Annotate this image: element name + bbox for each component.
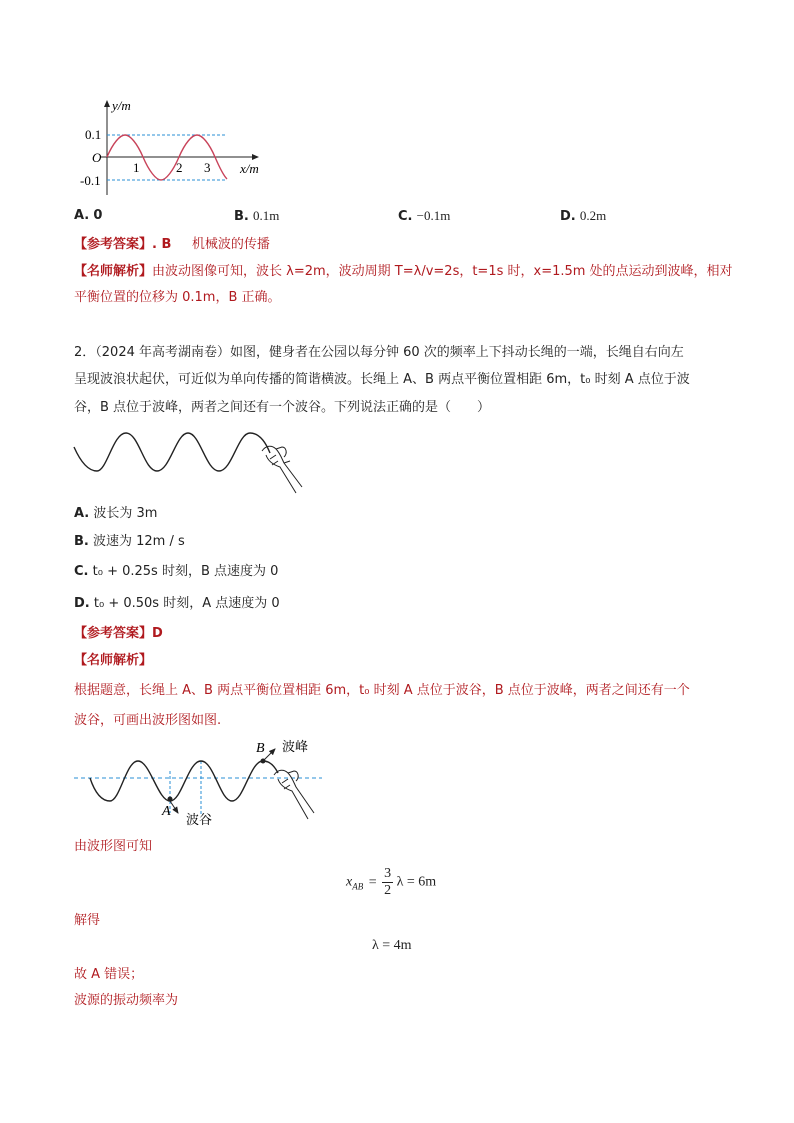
q2-analysis-line3: 由波形图可知 xyxy=(74,839,153,854)
q2-analysis-line5: 故 A 错误； xyxy=(74,967,144,982)
eq-denominator: 2 xyxy=(384,883,392,898)
eq-rhs: λ = 6m xyxy=(396,874,437,890)
option-key: D. xyxy=(74,596,90,611)
y-tick-bottom: -0.1 xyxy=(80,173,101,188)
waveform-figure xyxy=(70,735,330,830)
q2-stem-line3: 谷，B 点位于波峰，两者之间还有一个波谷。下列说法正确的是（ ） xyxy=(74,400,491,415)
y-tick-top: 0.1 xyxy=(85,127,102,142)
q1-analysis-line2: 平衡位置的位移为 0.1m，B 正确。 xyxy=(74,290,281,305)
option-key: A. xyxy=(74,208,90,223)
option-key: B. xyxy=(74,534,89,549)
answer-topic: 机械波的传播 xyxy=(191,237,270,252)
equation-xab: $x_{AB}$ = $\frac{3}{2}$ λ = 6m xyxy=(346,866,437,898)
option-key: C. xyxy=(398,209,413,224)
rope-wave-figure xyxy=(70,425,315,500)
option-value: 0.2m xyxy=(579,208,607,223)
eq-numerator: 3 xyxy=(384,866,392,881)
equation-lambda: λ = 4m xyxy=(372,938,412,953)
eq-subscript: AB xyxy=(352,881,364,892)
q2-option-b xyxy=(74,532,185,552)
q2-option-d xyxy=(74,594,280,614)
q2-option-c xyxy=(74,562,278,582)
q1-answer xyxy=(74,235,270,255)
option-key: A. xyxy=(74,506,90,521)
q2-analysis-line2: 波谷，可画出波形图如图. xyxy=(74,713,222,728)
option-value: 波速为 12m / s xyxy=(93,534,185,549)
x-tick-1: 1 xyxy=(133,160,140,175)
q2-option-a xyxy=(74,504,157,524)
q1-option-c xyxy=(398,206,450,227)
option-key: C. xyxy=(74,564,89,579)
q2-analysis-label: 【名师解析】 xyxy=(74,653,153,668)
label-peak: 波峰 xyxy=(282,740,309,755)
q2-analysis-line6: 波源的振动频率为 xyxy=(74,993,179,1008)
eq-fraction xyxy=(382,866,393,899)
label-trough: 波谷 xyxy=(186,813,213,828)
option-value: 0 xyxy=(93,208,103,223)
q1-option-b xyxy=(234,206,279,227)
option-value: t₀ + 0.50s 时刻，A 点速度为 0 xyxy=(93,596,280,611)
option-value: 0.1m xyxy=(253,208,280,223)
wave-graph-1 xyxy=(70,95,270,205)
analysis-label: 【名师解析】 xyxy=(74,264,153,279)
option-value: −0.1m xyxy=(416,208,451,223)
q2-answer: 【参考答案】D xyxy=(74,626,163,641)
option-key: B. xyxy=(234,209,249,224)
label-b: B xyxy=(256,741,265,756)
arrow-peak xyxy=(263,749,275,761)
q2-analysis-line1: 根据题意，长绳上 A、B 两点平衡位置相距 6m，t₀ 时刻 A 点位于波谷，B 点位于波峰，两者之间还有一个 xyxy=(74,683,690,698)
q1-option-d xyxy=(560,206,606,227)
option-value: 波长为 3m xyxy=(93,506,158,521)
q2-stem-line2: 呈现波浪状起伏，可近似为单向传播的简谐横波。长绳上 A、B 两点平衡位置相距 6m，t₀ 时刻 A 点位于波 xyxy=(74,372,690,387)
arrow-trough xyxy=(170,801,178,813)
q2-stem-line1: 2．（2024 年高考湖南卷）如图，健身者在公园以每分钟 60 次的频率上下抖动长绳的一端，长绳自右向左 xyxy=(74,345,684,360)
analysis-text: 由波动图像可知，波长 λ=2m，波动周期 T=λ/v=2s，t=1s 时，x=1.5m 处的点运动到波峰，相对 xyxy=(152,264,733,279)
q2-analysis-line4: 解得 xyxy=(74,913,101,928)
origin-label: O xyxy=(92,150,102,165)
q1-option-a xyxy=(74,206,102,226)
waveform-curve xyxy=(90,761,278,801)
rope-wave xyxy=(74,433,270,471)
q1-analysis-line1 xyxy=(74,262,733,282)
x-axis-label: x/m xyxy=(240,161,259,176)
x-tick-2: 2 xyxy=(176,160,183,175)
x-tick-3: 3 xyxy=(204,160,211,175)
y-axis-label: y/m xyxy=(112,98,131,113)
point-a xyxy=(168,797,173,802)
hand-icon xyxy=(262,446,302,493)
label-a: A xyxy=(162,804,171,819)
option-value: t₀ + 0.25s 时刻，B 点速度为 0 xyxy=(92,564,279,579)
eq-lhs: x xyxy=(346,874,353,890)
option-key: D. xyxy=(560,209,576,224)
answer-label: 【参考答案】. B xyxy=(74,237,172,252)
